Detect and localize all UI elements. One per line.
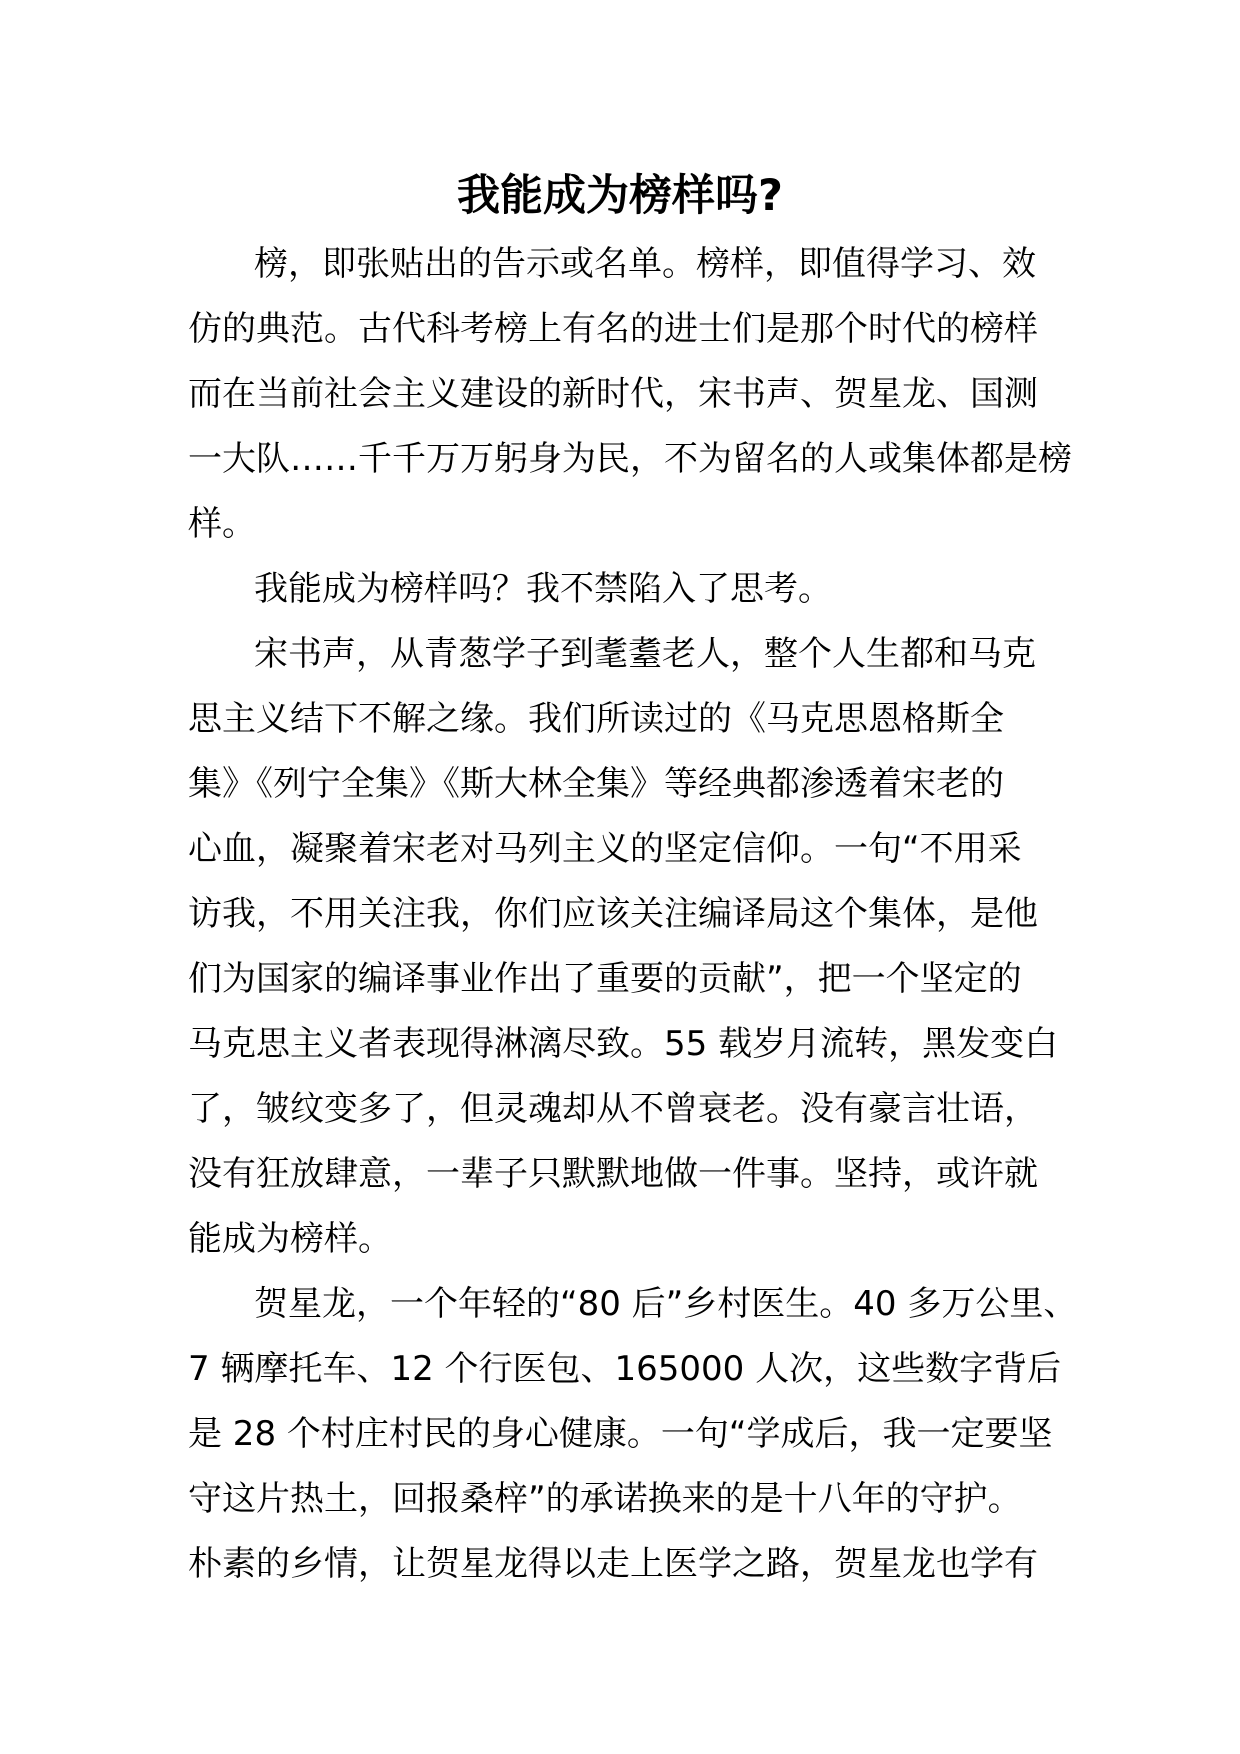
paragraph-line: 集》《列宁全集》《斯大林全集》等经典都渗透着宋老的 [188,764,1004,804]
paragraph-line: 没有狂放肆意，一辈子只默默地做一件事。坚持，或许就 [188,1154,1038,1194]
paragraph-line: 访我，不用关注我，你们应该关注编译局这个集体，是他 [188,894,1038,934]
paragraph-line: 朴素的乡情，让贺星龙得以走上医学之路，贺星龙也学有 [188,1544,1038,1584]
paragraph-line: 了，皱纹变多了，但灵魂却从不曾衰老。没有豪言壮语， [188,1089,1038,1129]
paragraph-line: 样。 [188,504,256,544]
paragraph-line: 一大队……千千万万躬身为民，不为留名的人或集体都是榜 [188,439,1072,479]
document-title: 我能成为榜样吗? [457,171,783,221]
paragraph-line: 榜，即张贴出的告示或名单。榜样，即值得学习、效 [254,244,1036,284]
paragraph-line: 7 辆摩托车、12 个行医包、165000 人次，这些数字背后 [188,1349,1062,1389]
paragraph-line: 能成为榜样。 [188,1219,392,1259]
paragraph-line: 贺星龙，一个年轻的“80 后”乡村医生。40 多万公里、 [254,1284,1078,1324]
paragraph-line: 是 28 个村庄村民的身心健康。一句“学成后，我一定要坚 [188,1414,1053,1454]
paragraph-line: 们为国家的编译事业作出了重要的贡献”，把一个坚定的 [188,959,1022,999]
paragraph-line: 我能成为榜样吗？我不禁陷入了思考。 [254,569,832,609]
paragraph-line: 而在当前社会主义建设的新时代，宋书声、贺星龙、国测 [188,374,1038,414]
paragraph-line: 守这片热土，回报桑梓”的承诺换来的是十八年的守护。 [188,1479,1022,1519]
paragraph-line: 思主义结下不解之缘。我们所读过的《马克思恩格斯全 [188,699,1004,739]
paragraph-line: 马克思主义者表现得淋漓尽致。55 载岁月流转，黑发变白 [188,1024,1059,1064]
document-body [188,232,1088,1597]
paragraph-line: 心血，凝聚着宋老对马列主义的坚定信仰。一句“不用采 [188,829,1022,869]
paragraph-line: 仿的典范。古代科考榜上有名的进士们是那个时代的榜样 [188,309,1038,349]
paragraph-line: 宋书声，从青葱学子到耄耋老人，整个人生都和马克 [254,634,1036,674]
